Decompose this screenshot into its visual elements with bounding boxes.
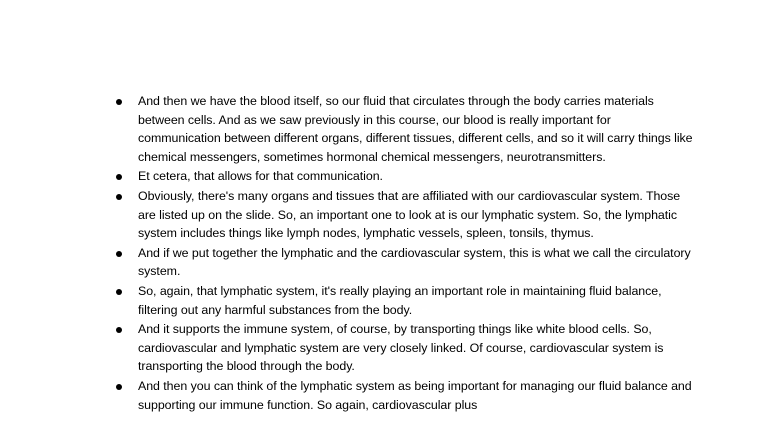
list-item bbox=[116, 92, 696, 166]
bullet-dot-icon bbox=[116, 384, 122, 390]
bullet-text: And then we have the blood itself, so our fluid that circulates through the body carries materials between cells. And as we saw previously in this course, our blood is really important for communication between different organs, different tissues, different cells, and so it will carry things like chemical messengers, sometimes hormonal chemical messengers, neurotransmitters. bbox=[138, 94, 693, 164]
bullet-text: Et cetera, that allows for that communication. bbox=[138, 169, 383, 184]
bullet-text: So, again, that lymphatic system, it's really playing an important role in maintaining fluid balance, filtering out any harmful substances from the body. bbox=[138, 283, 662, 317]
bullet-dot-icon bbox=[116, 251, 122, 257]
list-item bbox=[116, 377, 696, 414]
list-item bbox=[116, 244, 696, 281]
bullet-text: And if we put together the lymphatic and the cardiovascular system, this is what we call the circulatory system. bbox=[138, 245, 691, 279]
bullet-dot-icon bbox=[116, 99, 122, 105]
bullet-dot-icon bbox=[116, 174, 122, 180]
list-item bbox=[116, 167, 696, 186]
bullet-dot-icon bbox=[116, 289, 122, 295]
bullet-list bbox=[116, 92, 696, 415]
bullet-text: And it supports the immune system, of course, by transporting things like white blood cells. So, cardiovascular and lymphatic system are very closely linked. Of course, cardiovascular system is transporting the blood through the body. bbox=[138, 322, 664, 374]
bullet-text: Obviously, there's many organs and tissues that are affiliated with our cardiovascular system. Those are listed up on the slide. So, an important one to look at is our lymphatic system. So, the lymphatic system includes things like lymph nodes, lymphatic vessels, spleen, tonsils, thymus. bbox=[138, 188, 681, 241]
list-item bbox=[116, 282, 696, 319]
list-item bbox=[116, 320, 696, 376]
bullet-dot-icon bbox=[116, 194, 122, 200]
list-item bbox=[116, 187, 696, 243]
bullet-text: And then you can think of the lymphatic system as being important for managing our fluid balance and supporting our immune function. So again, cardiovascular plus bbox=[138, 378, 692, 412]
bullet-dot-icon bbox=[116, 327, 122, 333]
